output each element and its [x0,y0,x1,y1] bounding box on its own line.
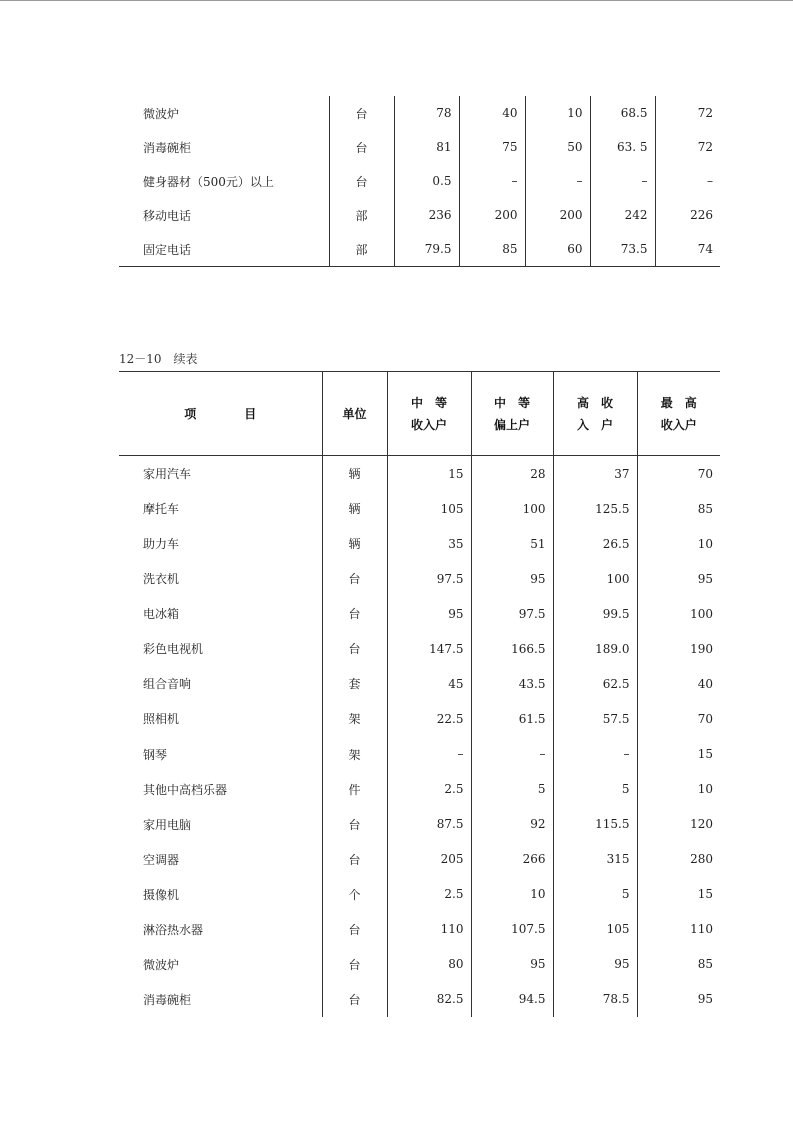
item-name: 钢琴 [143,747,168,762]
item-value: 2.5 [387,877,471,912]
item-value: – [553,737,637,772]
item-name: 移动电话 [143,208,192,223]
item-unit: 台 [329,130,394,164]
item-name: 消毒碗柜 [143,140,192,155]
column-header: 项 目 [119,372,322,456]
item-value: 75 [459,130,525,164]
item-value: 189.0 [553,631,637,666]
item-value: 280 [637,842,720,877]
item-value: 78 [394,96,459,130]
table-row [119,596,720,631]
item-value: 78.5 [553,982,637,1017]
table-row [119,631,720,666]
table-row [119,491,720,526]
item-value: – [590,164,655,198]
item-value: 315 [553,842,637,877]
table-row [119,807,720,842]
item-value: 85 [637,491,720,526]
item-value: 100 [553,561,637,596]
item-value: 2.5 [387,772,471,807]
column-header: 中 等 收入户 [387,372,471,456]
table-row [119,666,720,701]
item-value: 61.5 [471,701,553,736]
item-value: 40 [637,666,720,701]
item-unit: 辆 [322,491,387,526]
page-edge [0,0,793,1]
item-value: 110 [387,912,471,947]
item-value: 200 [459,198,525,232]
household-durables-table-continued [119,371,720,1017]
item-value: 51 [471,526,553,561]
item-value: 81 [394,130,459,164]
item-name: 组合音响 [143,677,192,692]
table-row [119,982,720,1017]
item-name: 消毒碗柜 [143,992,192,1007]
item-value: – [655,164,720,198]
item-value: 242 [590,198,655,232]
table-row [119,456,720,492]
item-value: – [387,737,471,772]
item-value: – [525,164,590,198]
item-value: 125.5 [553,491,637,526]
item-value: 43.5 [471,666,553,701]
item-value: 97.5 [471,596,553,631]
item-value: 92 [471,807,553,842]
table-row [119,164,720,198]
table-row [119,561,720,596]
item-value: 63. 5 [590,130,655,164]
item-value: 190 [637,631,720,666]
item-unit: 辆 [322,526,387,561]
item-value: 95 [637,982,720,1017]
item-name: 电冰箱 [143,607,180,622]
item-value: 99.5 [553,596,637,631]
item-value: – [459,164,525,198]
column-header: 中 等 偏上户 [471,372,553,456]
item-value: 94.5 [471,982,553,1017]
item-name: 空调器 [143,852,180,867]
item-value: 100 [637,596,720,631]
table-row [119,912,720,947]
item-value: 166.5 [471,631,553,666]
item-value: 10 [471,877,553,912]
item-unit: 部 [329,232,394,267]
item-value: 95 [637,561,720,596]
item-value: 82.5 [387,982,471,1017]
item-unit: 套 [322,666,387,701]
item-value: 73.5 [590,232,655,267]
item-value: 5 [471,772,553,807]
item-unit: 台 [322,631,387,666]
item-name: 洗衣机 [143,572,180,587]
table-row [119,130,720,164]
item-value: 87.5 [387,807,471,842]
column-header: 高 收 入 户 [553,372,637,456]
item-name: 摄像机 [143,887,180,902]
table-row [119,877,720,912]
item-value: 70 [637,456,720,492]
item-unit: 台 [329,164,394,198]
household-durables-table-top [119,96,720,267]
item-value: 5 [553,877,637,912]
item-unit: 部 [329,198,394,232]
item-value: 74 [655,232,720,267]
table-row [119,198,720,232]
item-name: 微波炉 [143,106,180,121]
column-header: 最 高 收入户 [637,372,720,456]
item-value: 40 [459,96,525,130]
item-value: 10 [525,96,590,130]
item-unit: 台 [322,982,387,1017]
table-row [119,96,720,130]
item-value: 110 [637,912,720,947]
item-value: 115.5 [553,807,637,842]
item-name: 淋浴热水器 [143,922,204,937]
item-unit: 台 [322,807,387,842]
item-name: 固定电话 [143,242,192,257]
item-value: 37 [553,456,637,492]
item-value: 50 [525,130,590,164]
item-value: 100 [471,491,553,526]
item-value: 72 [655,96,720,130]
item-value: 205 [387,842,471,877]
item-unit: 件 [322,772,387,807]
item-value: 15 [387,456,471,492]
item-name: 健身器材（500元）以上 [143,174,274,189]
item-value: 22.5 [387,701,471,736]
table-row [119,232,720,267]
item-value: 147.5 [387,631,471,666]
item-name: 家用汽车 [143,467,192,482]
table-row [119,947,720,982]
item-value: 107.5 [471,912,553,947]
item-name: 家用电脑 [143,817,192,832]
item-value: 95 [387,596,471,631]
item-value: 68.5 [590,96,655,130]
item-unit: 台 [322,842,387,877]
item-value: 0.5 [394,164,459,198]
item-name: 助力车 [143,537,180,552]
table-row [119,526,720,561]
item-name: 照相机 [143,712,180,727]
item-unit: 架 [322,701,387,736]
item-value: 97.5 [387,561,471,596]
table-row [119,772,720,807]
item-value: 105 [387,491,471,526]
item-value: 200 [525,198,590,232]
item-value: 26.5 [553,526,637,561]
item-value: 95 [553,947,637,982]
table-header-row [119,372,720,456]
item-unit: 台 [322,596,387,631]
item-value: 79.5 [394,232,459,267]
item-unit: 台 [329,96,394,130]
item-value: 15 [637,877,720,912]
table-row [119,842,720,877]
item-value: 85 [459,232,525,267]
item-unit: 台 [322,912,387,947]
item-unit: 台 [322,947,387,982]
item-value: 105 [553,912,637,947]
item-value: 120 [637,807,720,842]
item-value: 236 [394,198,459,232]
item-unit: 辆 [322,456,387,492]
item-value: 10 [637,526,720,561]
table-row [119,737,720,772]
item-value: 226 [655,198,720,232]
item-value: 70 [637,701,720,736]
item-value: 95 [471,947,553,982]
item-value: 5 [553,772,637,807]
item-value: 57.5 [553,701,637,736]
item-value: 266 [471,842,553,877]
item-value: 45 [387,666,471,701]
item-name: 彩色电视机 [143,642,204,657]
item-unit: 个 [322,877,387,912]
item-value: 60 [525,232,590,267]
item-value: 95 [471,561,553,596]
item-name: 其他中高档乐器 [143,782,228,797]
item-value: 15 [637,737,720,772]
item-value: 28 [471,456,553,492]
table-row [119,701,720,736]
table-caption: 12－10 续表 [119,352,198,366]
item-value: 10 [637,772,720,807]
item-value: 80 [387,947,471,982]
item-value: 85 [637,947,720,982]
item-unit: 台 [322,561,387,596]
item-value: 62.5 [553,666,637,701]
column-header: 单位 [322,372,387,456]
item-value: 35 [387,526,471,561]
item-name: 摩托车 [143,502,180,517]
item-name: 微波炉 [143,957,180,972]
item-value: 72 [655,130,720,164]
item-unit: 架 [322,737,387,772]
item-value: – [471,737,553,772]
